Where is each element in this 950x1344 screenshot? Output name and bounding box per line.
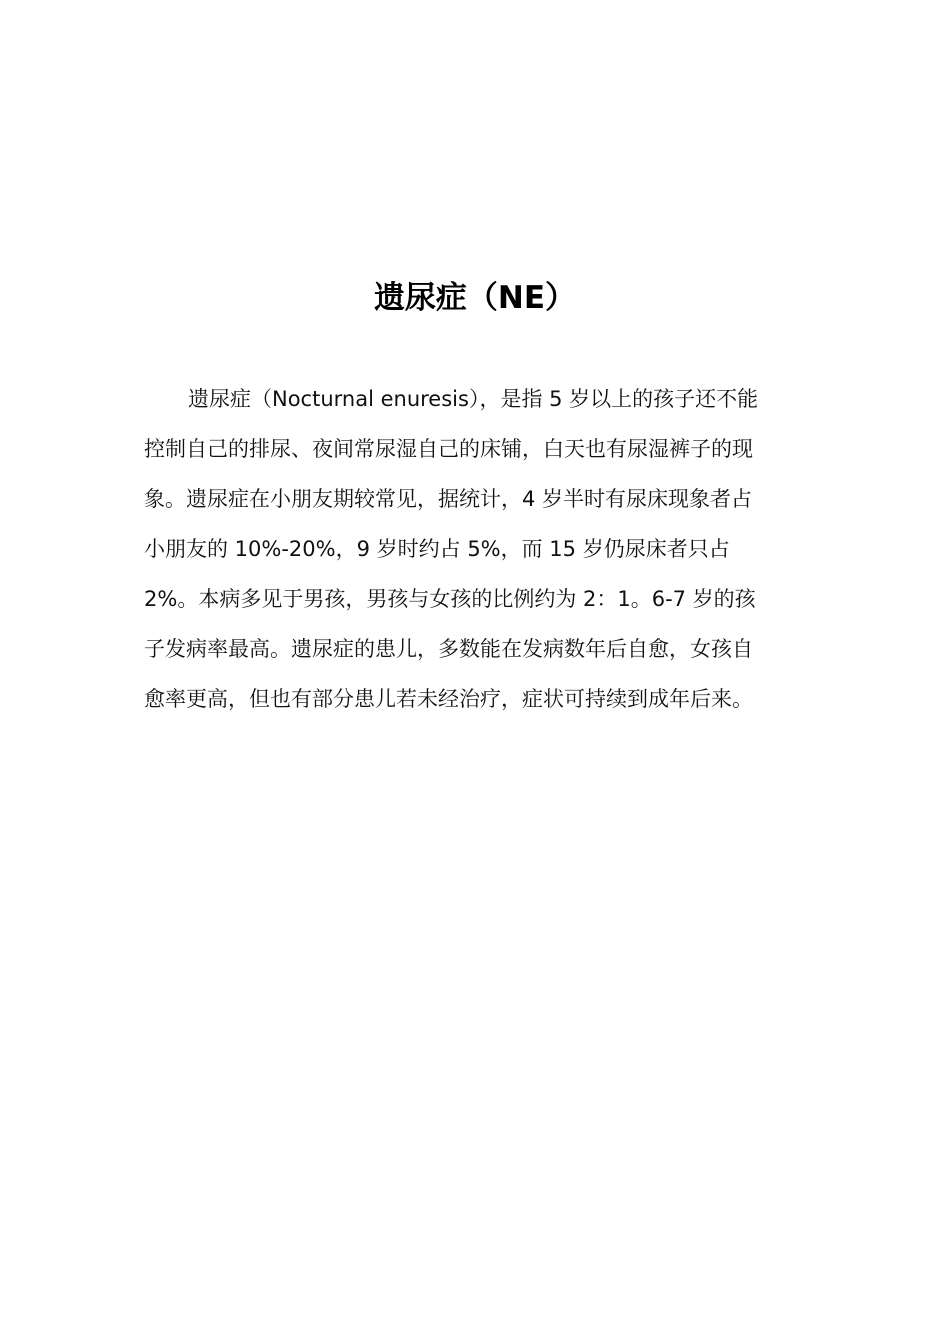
paragraph-line: 2%。本病多见于男孩，男孩与女孩的比例约为 2：1。6-7 岁的孩 <box>144 587 756 611</box>
paragraph-line: 象。遗尿症在小朋友期较常见，据统计，4 岁半时有尿床现象者占 <box>144 487 753 511</box>
paragraph-line: 愈率更高，但也有部分患儿若未经治疗，症状可持续到成年后来。 <box>144 687 753 711</box>
paragraph-line: 控制自己的排尿、夜间常尿湿自己的床铺，白天也有尿湿裤子的现 <box>144 437 753 461</box>
body-paragraph <box>144 374 808 724</box>
paragraph-line: 子发病率最高。遗尿症的患儿，多数能在发病数年后自愈，女孩自 <box>144 637 753 661</box>
paragraph-line: 小朋友的 10%-20%，9 岁时约占 5%，而 15 岁仍尿床者只占 <box>144 537 730 561</box>
paragraph-line: 遗尿症（Nocturnal enuresis），是指 5 岁以上的孩子还不能 <box>188 387 759 411</box>
document-title: 遗尿症（NE） <box>373 280 577 316</box>
